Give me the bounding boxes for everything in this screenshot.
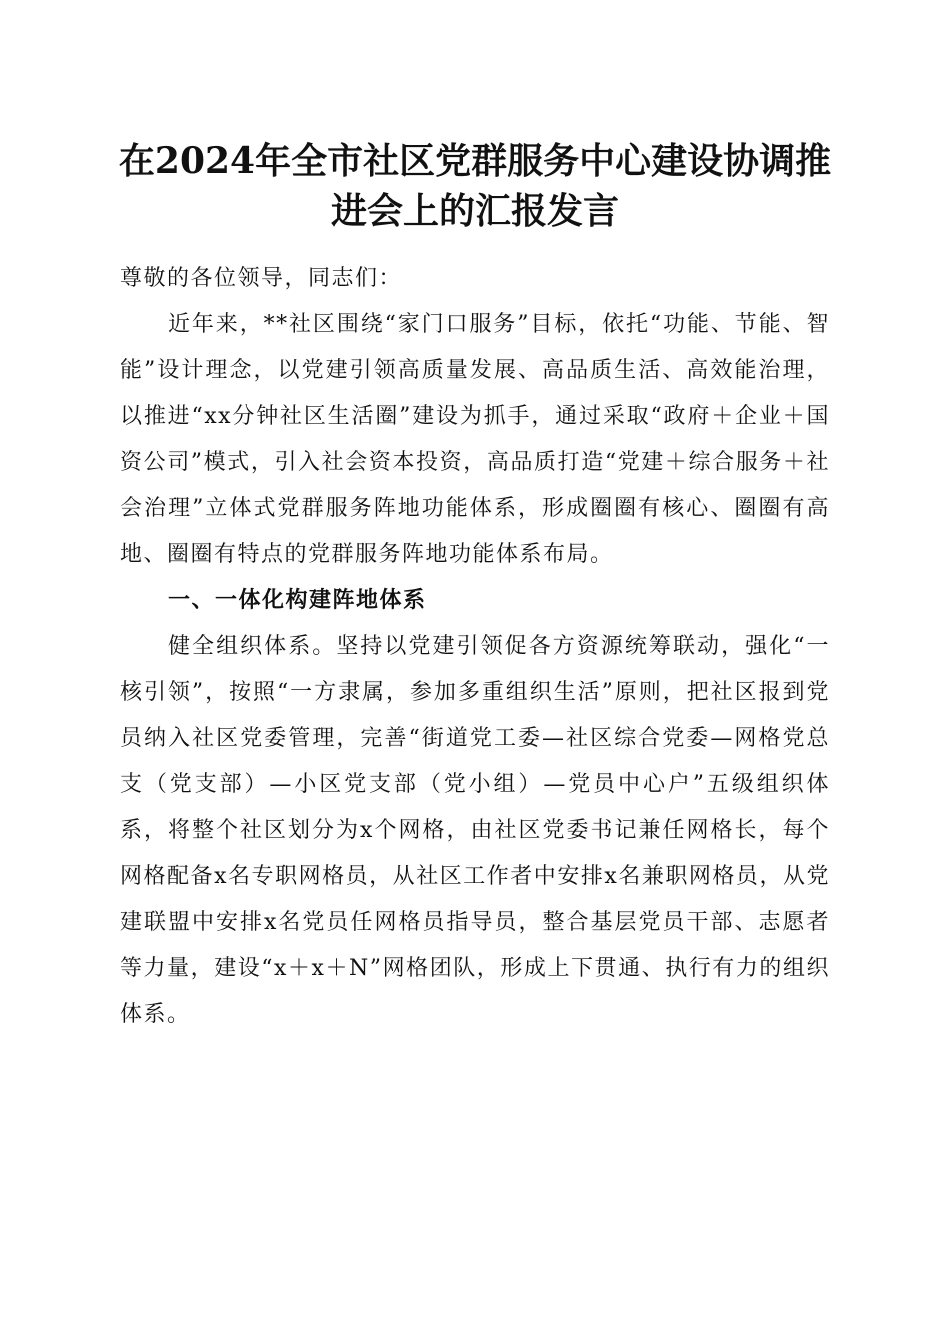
salutation: 尊敬的各位领导，同志们： (120, 266, 403, 291)
paragraph-intro: 近年来，**社区围绕“家门口服务”目标，依托“功能、节能、智能”设计理念，以党建引领高质量发展、高品质生活、高效能治理，以推进“xx分钟社区生活圈”建设为抓手，通过采取“政府＋企业＋国资公司”模式，引入社会资本投资，高品质打造“党建＋综合服务＋社会治理”立体式党群服务阵地功能体系，形成圈圈有核心、圈圈有高地、圈圈有特点的党群服务阵地功能体系布局。 (120, 312, 830, 567)
document-body (120, 256, 830, 1038)
title-line-2: 进会上的汇报发言 (330, 190, 619, 232)
title-line-1: 在2024年全市社区党群服务中心建设协调推 (118, 140, 832, 182)
section-heading-1: 一、一体化构建阵地体系 (168, 588, 427, 613)
document-title (100, 136, 850, 236)
paragraph-organization-system: 健全组织体系。坚持以党建引领促各方资源统筹联动，强化“一核引领”，按照“一方隶属，参加多重组织生活”原则，把社区报到党员纳入社区党委管理，完善“街道党工委—社区综合党委—网格党总支（党支部）—小区党支部（党小组）—党员中心户”五级组织体系，将整个社区划分为x个网格，由社区党委书记兼任网格长，每个网格配备x名专职网格员，从社区工作者中安排x名兼职网格员，从党建联盟中安排x名党员任网格员指导员，整合基层党员干部、志愿者等力量，建设“x＋x＋N”网格团队，形成上下贯通、执行有力的组织体系。 (120, 634, 830, 1027)
